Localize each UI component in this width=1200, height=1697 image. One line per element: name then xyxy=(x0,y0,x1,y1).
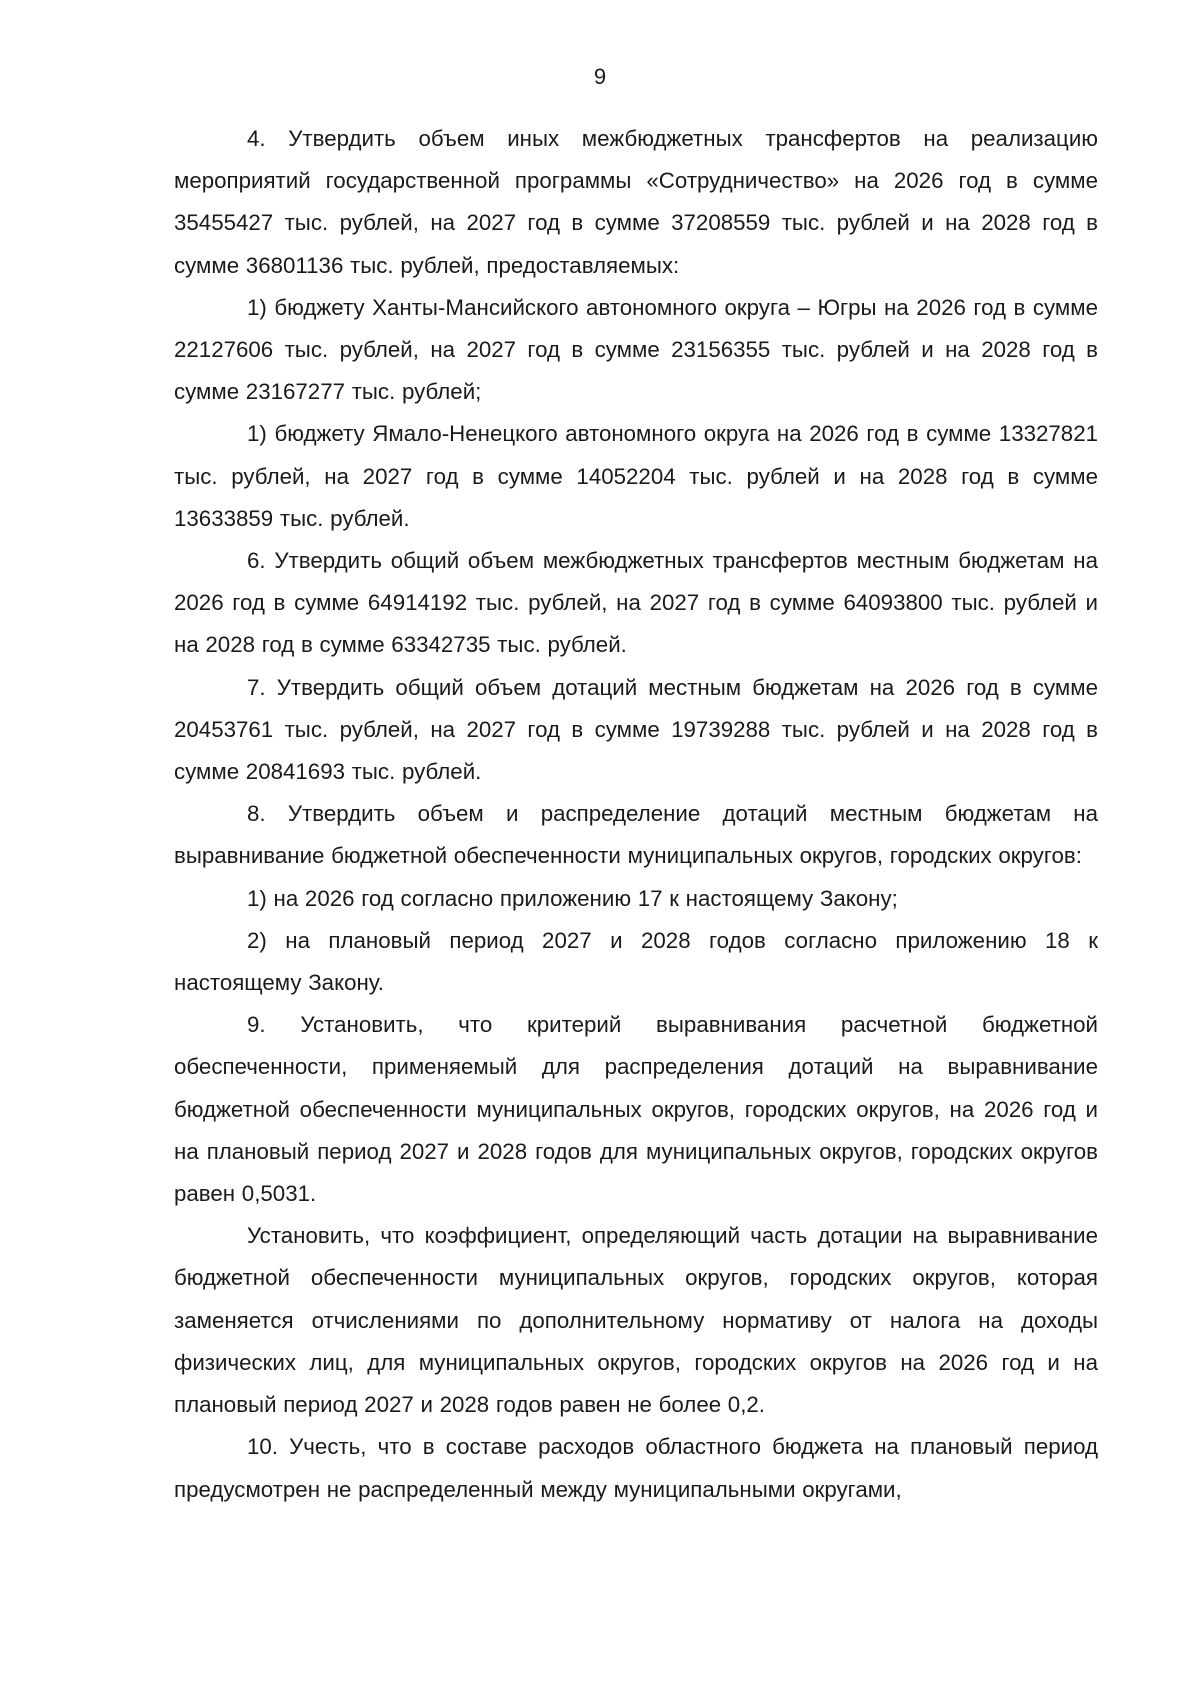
paragraph-4-other-transfers: 4. Утвердить объем иных межбюджетных трансфертов на реализацию мероприятий государственной программы «Сотрудничество» на 2026 год в сумме 35455427 тыс. рублей, на 2027 год в сумме 37208559 тыс. рублей и на 2028 год в сумме 36801136 тыс. рублей, предоставляемых: xyxy=(174,126,1098,278)
paragraph-khanty-mansiysk-budget: 1) бюджету Ханты-Мансийского автономного округа – Югры на 2026 год в сумме 22127606 тыс. рублей, на 2027 год в сумме 23156355 тыс. рублей и на 2028 год в сумме 23167277 тыс. рублей; xyxy=(174,294,1098,405)
paragraph-8-item-2: 2) на плановый период 2027 и 2028 годов согласно приложению 18 к настоящему Закону. xyxy=(174,927,1098,996)
paragraph-6-total-transfers: 6. Утвердить общий объем межбюджетных трансфертов местным бюджетам на 2026 год в сумме 64914192 тыс. рублей, на 2027 год в сумме 64093800 тыс. рублей и на 2028 год в сумме 63342735 тыс. рублей. xyxy=(174,548,1098,658)
paragraph-8-item-1: 1) на 2026 год согласно приложению 17 к настоящему Закону; xyxy=(247,885,898,911)
paragraph-9-coefficient: Установить, что коэффициент, определяющий часть дотации на выравнивание бюджетной обеспеченности муниципальных округов, городских округов, которая заменяется отчислениями по дополнительному нормативу от налога на доходы физических лиц, для муниципальных округов, городских округов на 2026 год и на плановый период 2027 и 2028 годов равен не более 0,2. xyxy=(174,1223,1098,1418)
paragraph-yamalo-nenets-budget: 1) бюджету Ямало-Ненецкого автономного округа на 2026 год в сумме 13327821 тыс. рублей, на 2027 год в сумме 14052204 тыс. рублей и на 2028 год в сумме 13633859 тыс. рублей. xyxy=(174,421,1098,531)
document-body xyxy=(174,118,1098,1511)
paragraph-7-total-subsidies: 7. Утвердить общий объем дотаций местным бюджетам на 2026 год в сумме 20453761 тыс. рублей, на 2027 год в сумме 19739288 тыс. рублей и на 2028 год в сумме 20841693 тыс. рублей. xyxy=(174,674,1098,785)
paragraph-9-equalization-criterion: 9. Установить, что критерий выравнивания расчетной бюджетной обеспеченности, применяемый для распределения дотаций на выравнивание бюджетной обеспеченности муниципальных округов, городских округов, на 2026 год и на плановый период 2027 и 2028 годов для муниципальных округов, городских округов равен 0,5031. xyxy=(174,1012,1098,1207)
paragraph-10-expenses: 10. Учесть, что в составе расходов областного бюджета на плановый период предусмотрен не распределенный между муниципальными округами, xyxy=(174,1434,1098,1502)
paragraph-8-subsidy-distribution: 8. Утвердить объем и распределение дотаций местным бюджетам на выравнивание бюджетной обеспеченности муниципальных округов, городских округов: xyxy=(174,801,1098,869)
page-number: 9 xyxy=(593,64,607,89)
